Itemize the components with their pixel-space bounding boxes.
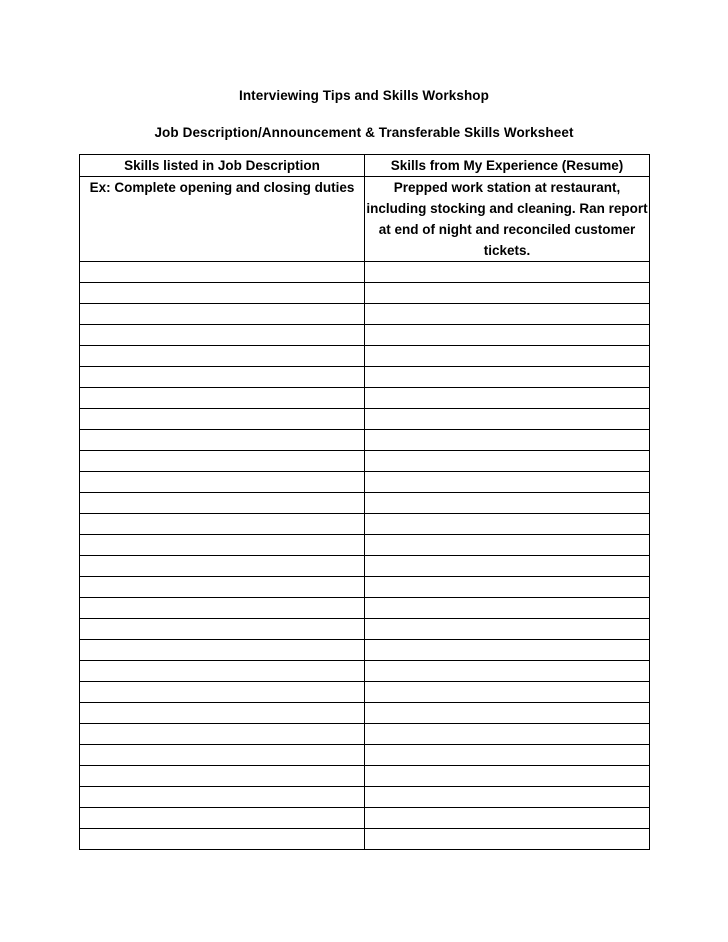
my-skill-cell[interactable] — [365, 703, 650, 724]
my-skill-cell[interactable] — [365, 283, 650, 304]
job-skill-cell[interactable] — [80, 535, 365, 556]
my-skill-cell[interactable] — [365, 535, 650, 556]
my-skill-cell[interactable] — [365, 451, 650, 472]
table-row — [80, 619, 650, 640]
my-skill-cell[interactable] — [365, 598, 650, 619]
job-skill-cell[interactable] — [80, 787, 365, 808]
page-subtitle: Job Description/Announcement & Transferable Skills Worksheet — [154, 125, 574, 140]
my-skill-cell[interactable] — [365, 724, 650, 745]
my-skill-cell[interactable] — [365, 682, 650, 703]
skills-table — [79, 154, 650, 850]
table-row — [80, 325, 650, 346]
my-skill-cell[interactable] — [365, 262, 650, 283]
table-row — [80, 808, 650, 829]
job-skill-cell[interactable] — [80, 283, 365, 304]
my-skill-cell[interactable] — [365, 829, 650, 850]
table-row — [80, 661, 650, 682]
table-row — [80, 640, 650, 661]
table-row — [80, 514, 650, 535]
my-skill-cell[interactable] — [365, 787, 650, 808]
table-row — [80, 577, 650, 598]
my-skill-cell[interactable] — [365, 388, 650, 409]
column-header-job-skills: Skills listed in Job Description — [80, 155, 365, 177]
job-skill-cell[interactable] — [80, 703, 365, 724]
job-skill-cell[interactable] — [80, 430, 365, 451]
table-row — [80, 535, 650, 556]
job-skill-cell[interactable] — [80, 367, 365, 388]
my-skill-cell[interactable] — [365, 430, 650, 451]
job-skill-cell[interactable] — [80, 745, 365, 766]
job-skill-cell[interactable] — [80, 682, 365, 703]
job-skill-cell[interactable] — [80, 451, 365, 472]
table-row — [80, 682, 650, 703]
my-skill-cell[interactable] — [365, 409, 650, 430]
my-skill-cell[interactable] — [365, 808, 650, 829]
example-job-skill: Ex: Complete opening and closing duties — [80, 177, 365, 262]
job-skill-cell[interactable] — [80, 325, 365, 346]
my-skill-cell[interactable] — [365, 472, 650, 493]
my-skill-cell[interactable] — [365, 367, 650, 388]
table-row — [80, 724, 650, 745]
my-skill-cell[interactable] — [365, 325, 650, 346]
example-row — [80, 177, 650, 262]
table-row — [80, 262, 650, 283]
job-skill-cell[interactable] — [80, 556, 365, 577]
job-skill-cell[interactable] — [80, 619, 365, 640]
page-title: Interviewing Tips and Skills Workshop — [238, 88, 489, 103]
table-row — [80, 703, 650, 724]
table-row — [80, 346, 650, 367]
table-row — [80, 451, 650, 472]
job-skill-cell[interactable] — [80, 577, 365, 598]
job-skill-cell[interactable] — [80, 661, 365, 682]
job-skill-cell[interactable] — [80, 304, 365, 325]
my-skill-cell[interactable] — [365, 346, 650, 367]
job-skill-cell[interactable] — [80, 598, 365, 619]
job-skill-cell[interactable] — [80, 409, 365, 430]
my-skill-cell[interactable] — [365, 661, 650, 682]
table-row — [80, 829, 650, 850]
job-skill-cell[interactable] — [80, 493, 365, 514]
table-row — [80, 472, 650, 493]
my-skill-cell[interactable] — [365, 304, 650, 325]
my-skill-cell[interactable] — [365, 493, 650, 514]
job-skill-cell[interactable] — [80, 829, 365, 850]
table-row — [80, 367, 650, 388]
table-row — [80, 304, 650, 325]
job-skill-cell[interactable] — [80, 766, 365, 787]
table-row — [80, 409, 650, 430]
job-skill-cell[interactable] — [80, 724, 365, 745]
my-skill-cell[interactable] — [365, 640, 650, 661]
table-row — [80, 430, 650, 451]
table-row — [80, 493, 650, 514]
table-row — [80, 766, 650, 787]
my-skill-cell[interactable] — [365, 766, 650, 787]
my-skill-cell[interactable] — [365, 619, 650, 640]
table-row — [80, 787, 650, 808]
my-skill-cell[interactable] — [365, 514, 650, 535]
table-row — [80, 388, 650, 409]
my-skill-cell[interactable] — [365, 577, 650, 598]
example-my-skill: Prepped work station at restaurant, including stocking and cleaning. Ran report at end of night and reconciled customer tickets. — [365, 177, 650, 262]
my-skill-cell[interactable] — [365, 745, 650, 766]
table-row — [80, 556, 650, 577]
job-skill-cell[interactable] — [80, 388, 365, 409]
job-skill-cell[interactable] — [80, 640, 365, 661]
job-skill-cell[interactable] — [80, 514, 365, 535]
job-skill-cell[interactable] — [80, 262, 365, 283]
table-header-row — [80, 155, 650, 177]
job-skill-cell[interactable] — [80, 346, 365, 367]
table-row — [80, 283, 650, 304]
column-header-my-skills: Skills from My Experience (Resume) — [365, 155, 650, 177]
table-row — [80, 598, 650, 619]
job-skill-cell[interactable] — [80, 808, 365, 829]
table-row — [80, 745, 650, 766]
my-skill-cell[interactable] — [365, 556, 650, 577]
job-skill-cell[interactable] — [80, 472, 365, 493]
